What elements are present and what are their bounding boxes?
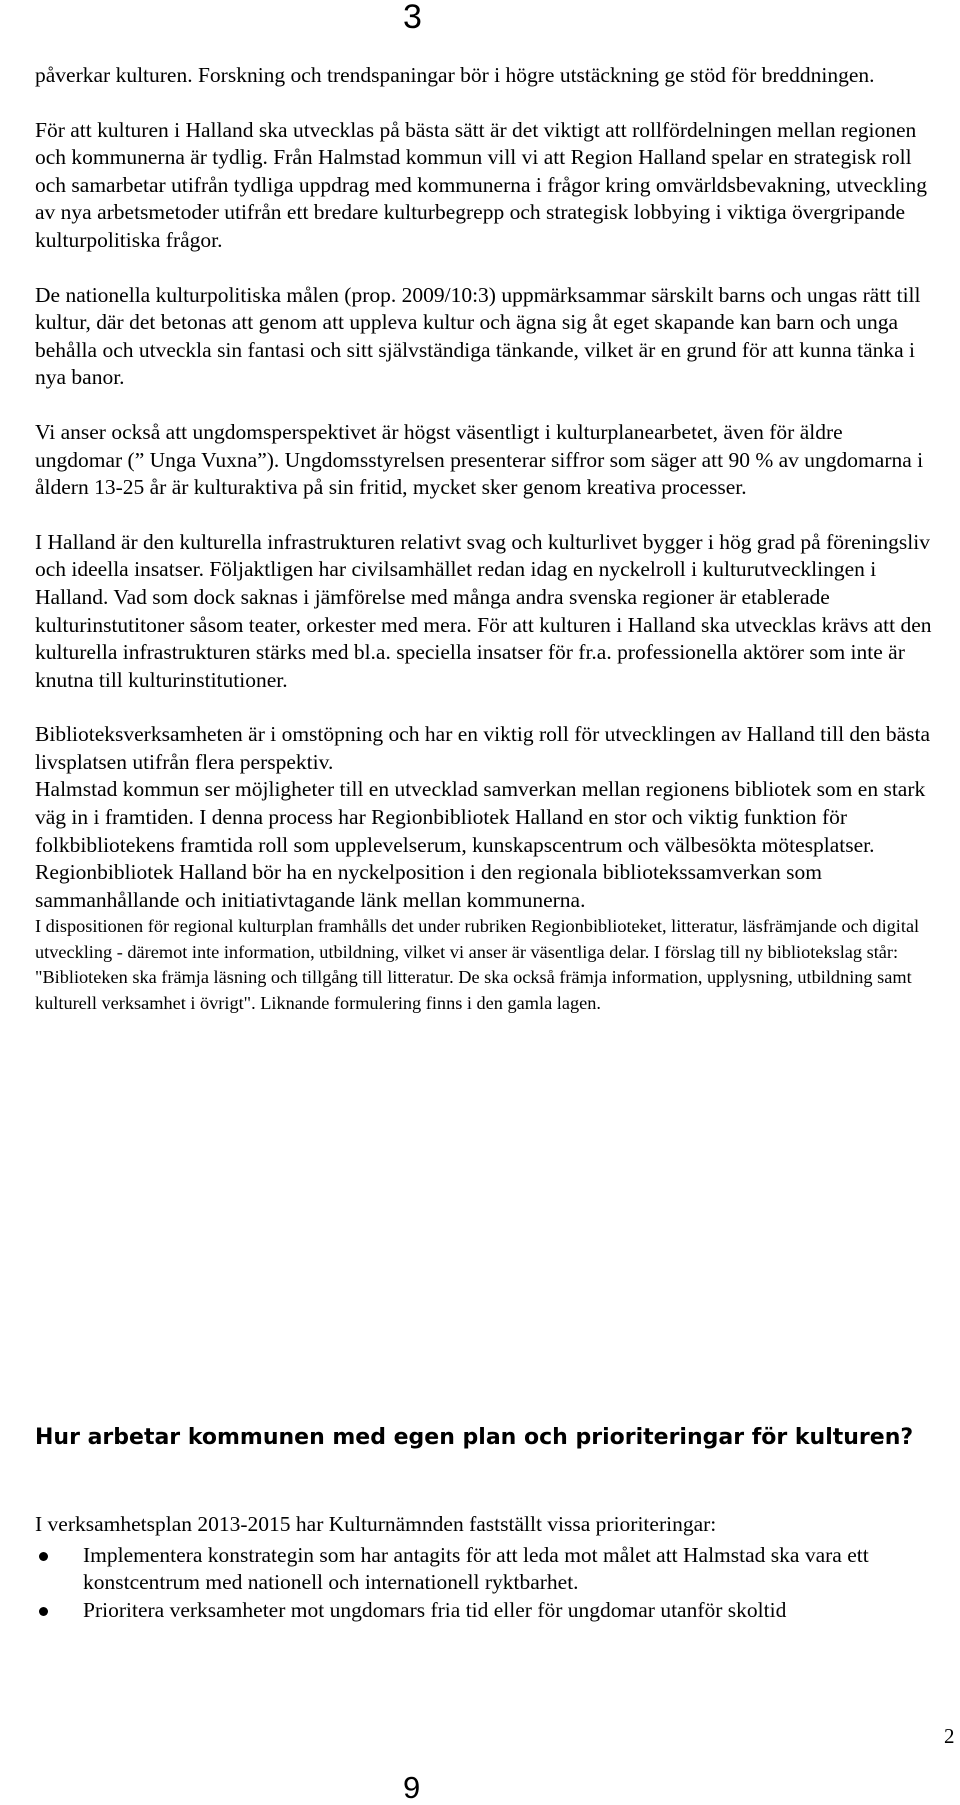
- bullet-icon: [39, 1607, 48, 1616]
- inner-page-number: 2: [944, 1724, 955, 1748]
- list-item-text: Implementera konstrategin som har antagits för att leda mot målet att Halmstad ska vara ett konstcentrum med nationell och internationell ryktbarhet.: [83, 1542, 869, 1595]
- paragraph-4: Vi anser också att ungdomsperspektivet är högst väsentligt i kulturplanearbetet, även för äldre ungdomar (” Unga Vuxna”). Ungdomsstyrelsen presenterar siffror som säger att 90 % av ungdomarna i åldern 13-25 år är kulturaktiva på sin fritid, mycket sker genom kreativa processer.: [35, 419, 924, 500]
- list-item-text: Prioritera verksamheter mot ungdomars fria tid eller för ungdomar utanför skoltid: [83, 1597, 787, 1622]
- paragraph-1: påverkar kulturen. Forskning och trendspaningar bör i högre utstäckning ge stöd för breddningen.: [35, 63, 875, 87]
- paragraph-5: I Halland är den kulturella infrastrukturen relativt svag och kulturlivet bygger i hög grad på föreningsliv och ideella insatser. Följaktligen har civilsamhället redan idag en nyckelroll i kulturutvecklingen i Halland. Vad som dock saknas i jämförelse med många andra svenska regioner är etablerade kulturinstutitoner såsom teater, orkester med mera. För att kulturen i Halland ska utvecklas krävs att den kulturella infrastrukturen stärks med bl.a. speciella insatser för fr.a. professionella aktörer som inte är knutna till kulturinstitutioner.: [35, 529, 932, 692]
- priorities-intro: I verksamhetsplan 2013-2015 har Kulturnämnden fastställt vissa prioriteringar:: [35, 1512, 717, 1536]
- paragraph-8: I dispositionen för regional kulturplan framhålls det under rubriken Regionbiblioteket, litteratur, läsfrämjande och digital utveckling - däremot inte information, utbildning, vilket vi anser är väsentliga delar. I förslag till ny bibliotekslag står: "Biblioteken ska främja läsning och tillgång till litteratur. De ska också främja information, upplysning, utbildning samt kulturell verksamhet i övrigt". Liknande formulering finns i den gamla lagen.: [35, 916, 920, 1013]
- list-item: [35, 1597, 923, 1625]
- priorities-list: [35, 1542, 935, 1625]
- bottom-page-number: 9: [403, 1770, 421, 1805]
- list-item: [35, 1542, 923, 1597]
- section-heading: Hur arbetar kommunen med egen plan och prioriteringar för kulturen?: [35, 1425, 914, 1450]
- bullet-icon: [39, 1552, 48, 1561]
- paragraph-7: Halmstad kommun ser möjligheter till en utvecklad samverkan mellan regionens bibliotek som en stark väg in i framtiden. I denna process har Regionbibliotek Halland en stor och viktig funktion för folkbibliotekens framtida roll som upplevelserum, kunskapscentrum och välbesökta mötesplatser. Regionbibliotek Halland bör ha en nyckelposition i den regionala bibliotekssamverkan som sammanhållande och initiativtagande länk mellan kommunerna.: [35, 777, 926, 912]
- paragraph-6: Biblioteksverksamheten är i omstöpning och har en viktig roll för utvecklingen av Halland till den bästa livsplatsen utifrån flera perspektiv.: [35, 722, 931, 774]
- top-page-number: 3: [403, 0, 422, 36]
- paragraph-2: För att kulturen i Halland ska utvecklas på bästa sätt är det viktigt att rollfördelningen mellan regionen och kommunerna är tydlig. Från Halmstad kommun vill vi att Region Halland spelar en strategisk roll och samarbetar utifrån tydliga uppdrag med kommunerna i frågor kring omvärldsbevakning, utveckling av nya arbetsmetoder utifrån ett bredare kulturbegrepp och strategisk lobbying i viktiga övergripande kulturpolitiska frågor.: [35, 117, 927, 252]
- priorities-section: [35, 1511, 935, 1624]
- paragraph-3: De nationella kulturpolitiska målen (prop. 2009/10:3) uppmärksammar särskilt barns och ungas rätt till kultur, där det betonas att genom att uppleva kultur och ägna sig åt eget skapande kan barn och unga behålla och utveckla sin fantasi och sitt självständiga tänkande, vilket är en grund för att kunna tänka i nya banor.: [35, 282, 921, 390]
- document-body: [35, 62, 935, 1016]
